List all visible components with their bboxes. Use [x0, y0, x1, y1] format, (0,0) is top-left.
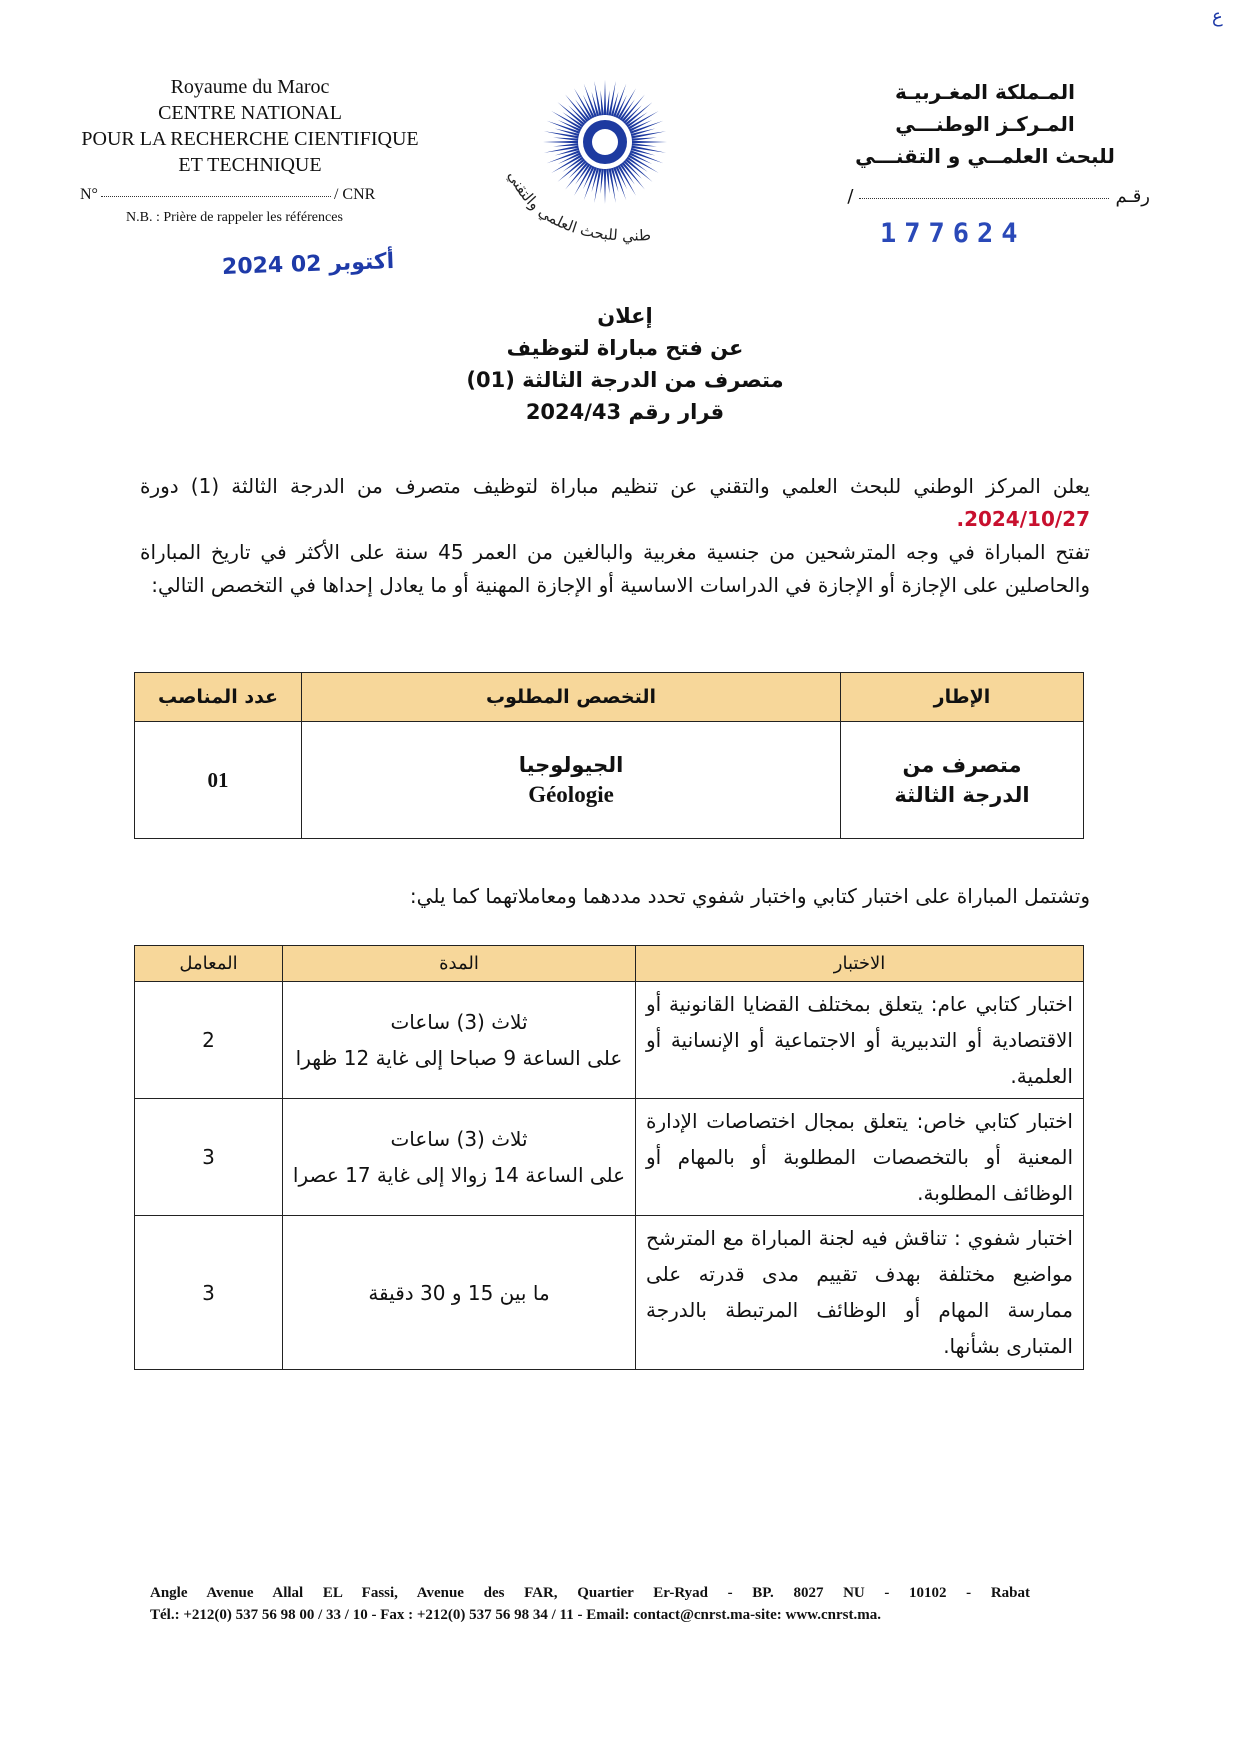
frame-cell: [841, 722, 1084, 839]
logo-ray: [544, 131, 579, 138]
logo-ray: [544, 145, 579, 152]
duration-line1: ما بين 15 و 30 دقيقة: [368, 1280, 550, 1305]
paragraph-eligibility: تفتح المباراة في وجه المترشحين من جنسية مغربية والبالغين من العمر 45 سنة على الأكثر في تاريخ المباراة والحاصلين على الإجازة أو الإجازة في الدراسات الاساسية أو الإجازة المهنية أو ما يعادل إحداها في التخصص التالي:: [140, 540, 1090, 597]
header-fr-line2: CENTRE NATIONAL: [158, 102, 342, 124]
logo-ray: [608, 168, 615, 203]
header-coefficient: المعامل: [135, 946, 283, 982]
logo-ray: [606, 90, 609, 115]
logo-ray: [604, 169, 606, 204]
paragraph-exams-intro: وتشتمل المباراة على اختبار كتابي واختبار شفوي تحدد مددهما ومعاملاتهما كما يلي:: [409, 884, 1090, 908]
logo-ray: [623, 105, 642, 124]
count-cell: 01: [135, 722, 302, 839]
ref-label-ar: رقـم: [1115, 186, 1150, 207]
nb-note: N.B. : Prière de rappeler les références: [126, 210, 343, 225]
duration-line2: على الساعة 9 صباحا إلى غاية 12 ظهرا: [295, 1046, 623, 1070]
header-fr-line1: Royaume du Maroc: [170, 76, 330, 98]
ref-dotted-line: [101, 196, 331, 197]
exams-header-row: [135, 946, 1084, 982]
header-fr-line4: ET TECHNIQUE: [178, 154, 322, 176]
header-specialty: التخصص المطلوب: [302, 673, 841, 722]
logo-ray: [632, 141, 667, 143]
handwritten-number: 177624: [880, 218, 1026, 249]
logo-ray: [568, 160, 587, 179]
reference-number-ar: [820, 186, 1150, 207]
footer-address: [150, 1582, 1030, 1626]
header-duration: المدة: [283, 946, 636, 982]
header-arabic: [820, 76, 1150, 172]
table-row: [135, 722, 1084, 839]
footer-line2: Tél.: +212(0) 537 56 98 00 / 33 / 10 - Fax : +212(0) 537 56 98 34 / 11 - Email: contact@cnrst.ma-site: www.cnrst.ma.: [150, 1607, 881, 1623]
logo-ray: [632, 143, 657, 146]
duration-line1: ثلاث (3) ساعات: [390, 1127, 528, 1151]
logo-ray: [606, 169, 609, 194]
frame-text: متصرف من الدرجة الثالثة: [894, 753, 1030, 807]
paragraph-intro: [140, 470, 1090, 536]
logo-ray: [568, 105, 587, 124]
specialty-cell: [302, 722, 841, 839]
sunburst-logo-icon: [480, 62, 750, 262]
svg-text:المركز الوطني للبحث العلمي وال: [480, 62, 651, 246]
duration-cell: [283, 1216, 636, 1370]
header-ar-line3: للبحث العلمــي و التقنـــي: [855, 144, 1115, 168]
logo-ray: [631, 145, 666, 152]
header-fr-line3: POUR LA RECHERCHE CIENTIFIQUE: [81, 128, 419, 150]
title-line4: قرار رقم 2024/43: [525, 400, 725, 424]
positions-header-row: [135, 673, 1084, 722]
logo-ray: [594, 168, 601, 203]
logo-ray: [553, 143, 578, 146]
logo-ray: [543, 141, 578, 143]
header-ar-line1: المـملكة المغـربيـة: [895, 80, 1075, 104]
exams-table: [134, 945, 1084, 1370]
ref-ar-dotted-line: [859, 198, 1109, 199]
logo-ray: [600, 90, 603, 115]
positions-table: [134, 672, 1084, 839]
logo-ray: [553, 137, 578, 140]
handwritten-date: 2024 أكتوبر 02: [221, 249, 395, 280]
coefficient-cell: 2: [135, 982, 283, 1099]
logo-ray: [623, 160, 642, 179]
reference-number-fr: [80, 186, 430, 204]
header-test: الاختبار: [636, 946, 1084, 982]
header-count: عدد المناصب: [135, 673, 302, 722]
ref-slash-ar: /: [847, 186, 854, 207]
header-ar-line2: المـركـز الوطنـــي: [895, 112, 1075, 136]
logo-ray: [631, 131, 666, 138]
logo-ray: [600, 169, 603, 194]
specialty-fr: Géologie: [528, 782, 614, 807]
specialty-ar: الجيولوجيا: [518, 753, 624, 777]
announcement-title: [300, 300, 950, 428]
logo-ray: [632, 137, 657, 140]
test-description: اختبار كتابي خاص: يتعلق بمجال اختصاصات الإدارة المعنية أو بالتخصصات المطلوبة أو بالمهام أو الوظائف المطلوبة.: [636, 1099, 1084, 1216]
title-line3: متصرف من الدرجة الثالثة (01): [466, 368, 784, 392]
table-row: [135, 1216, 1084, 1370]
test-description: اختبار كتابي عام: يتعلق بمختلف القضايا القانونية أو الاقتصادية أو التدبيرية أو الاجتماعية أو الإنسانية أو العلمية.: [636, 982, 1084, 1099]
duration-line2: على الساعة 14 زوالا إلى غاية 17 عصرا: [292, 1163, 626, 1187]
coefficient-cell: 3: [135, 1216, 283, 1370]
exam-date: 2024/10/27.: [956, 507, 1090, 531]
logo-ray: [608, 81, 615, 116]
logo-arc-text: طني للبحث العلمي والتقني: [504, 167, 652, 245]
test-description: اختبار شفوي : تناقش فيه لجنة المباراة مع المترشح مواضيع مختلفة بهدف تقييم مدى قدرته على ممارسة المهام أو الوظائف المرتبطة بالدرجة المتبارى بشأنها.: [636, 1216, 1084, 1370]
duration-cell: [283, 982, 636, 1099]
ref-prefix: N°: [80, 186, 98, 203]
intro-text: يعلن المركز الوطني للبحث العلمي والتقني عن تنظيم مباراة لتوظيف متصرف من الدرجة الثالثة (1) دورة: [140, 474, 1090, 498]
corner-handwritten-mark: ع: [1212, 6, 1223, 27]
logo-ray: [604, 80, 606, 115]
header-french: [55, 74, 445, 178]
logo-ray: [594, 81, 601, 116]
coefficient-cell: 3: [135, 1099, 283, 1216]
title-line1: إعلان: [597, 304, 653, 328]
duration-cell: [283, 1099, 636, 1216]
cnrst-logo: [480, 62, 750, 262]
duration-line1: ثلاث (3) ساعات: [390, 1010, 528, 1034]
ref-suffix: / CNR: [333, 186, 376, 203]
table-row: [135, 982, 1084, 1099]
table-row: [135, 1099, 1084, 1216]
footer-line1: Angle Avenue Allal EL Fassi, Avenue des FAR, Quartier Er-Ryad - BP. 8027 NU - 10102 - Rabat: [150, 1585, 1030, 1601]
title-line2: عن فتح مباراة لتوظيف: [506, 336, 744, 360]
header-frame: الإطار: [841, 673, 1084, 722]
